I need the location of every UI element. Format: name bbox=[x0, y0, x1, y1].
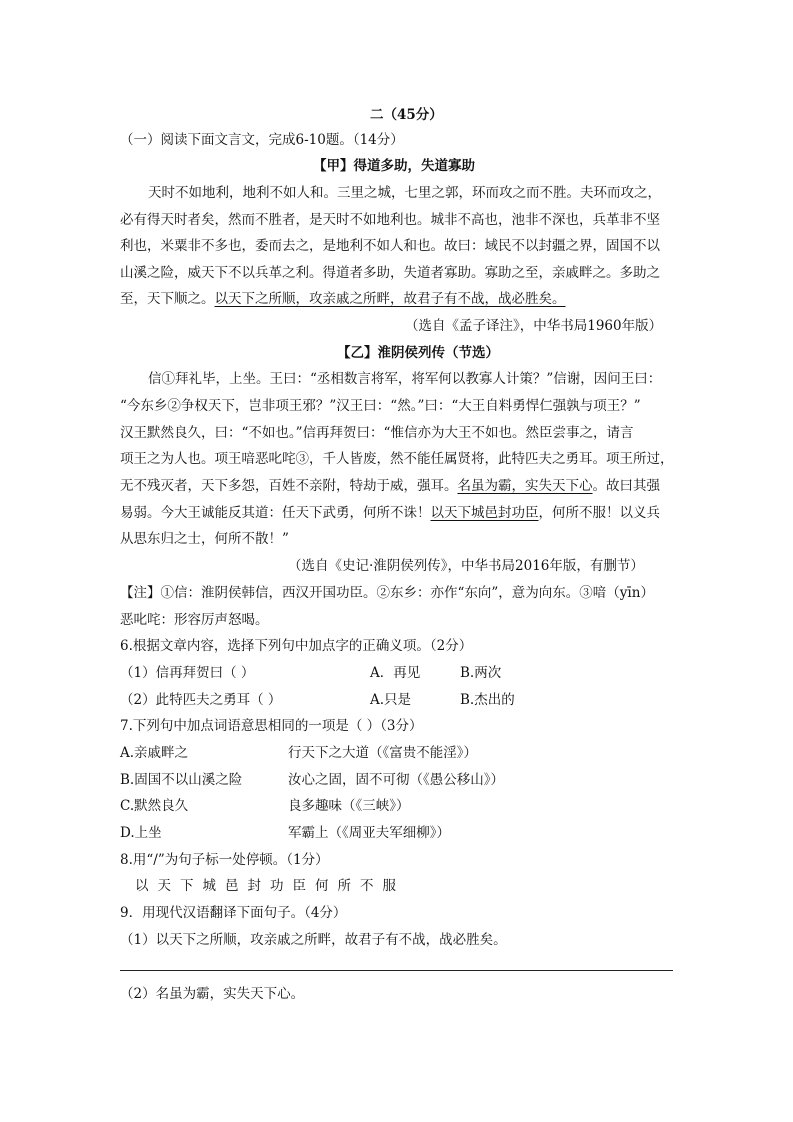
yi-line-7: 从思东归之士，何所不散！” bbox=[120, 531, 289, 547]
q9-stem: 9．用现代汉语翻译下面句子。（4分） bbox=[120, 905, 347, 921]
jia-line-2: 必有得天时者矣，然而不胜者，是天时不如地利也。城非不高也，池非不深也，兵革非不坚 bbox=[120, 212, 660, 228]
jia-source: （选自《孟子译注》，中华书局1960年版） bbox=[405, 318, 663, 334]
q7-stem: 7.下列句中加点词语意思相同的一项是（ ）（3分） bbox=[120, 718, 423, 734]
jia-line-4: 山溪之险，威天下不以兵革之利。得道者多助，失道者寡助。寡助之至，亲戚畔之。多助之 bbox=[120, 265, 660, 281]
note-line-2: 恶叱咤：形容厉声怒喝。 bbox=[120, 612, 269, 628]
q6-item-2: （2）此特匹夫之勇耳（ ） bbox=[120, 692, 282, 708]
q7-option-a-left: A.亲戚畔之 bbox=[120, 745, 189, 761]
jia-underlined-sentence: 以天下之所顺，攻亲戚之所畔，故君子有不战，战必胜矣。 bbox=[214, 291, 566, 307]
q7-option-a-right: 行天下之大道（《富贵不能淫》） bbox=[288, 745, 477, 761]
q9-sentence-2: （2）名虽为霸，实失天下心。 bbox=[120, 986, 305, 1002]
q9-sentence-1: （1）以天下之所顺，攻亲戚之所畔，故君子有不战，战必胜矣。 bbox=[120, 932, 507, 948]
q6-stem: 6.根据文章内容，选择下列句中加点字的正确义项。（2分） bbox=[120, 638, 473, 654]
yi-underlined-phrase-1: 名虽为霸，实失天下心 bbox=[457, 478, 593, 494]
yi-line-5-b: 。故曰其强 bbox=[592, 478, 660, 494]
yi-line-2: “今东乡②争权天下，岂非项王邪？”汉王曰：“然。”曰：“大王自料勇悍仁强孰与项王？” bbox=[120, 398, 641, 414]
q8-stem: 8.用“/”为句子标一处停顿。（1分） bbox=[120, 852, 329, 868]
q8-sentence: 以天下城邑封功臣何所不服 bbox=[135, 878, 405, 894]
q7-option-c-right: 良多趣味（《三峡》） bbox=[288, 798, 410, 814]
jia-line-1: 天时不如地利，地利不如人和。三里之城，七里之郭，环而攻之而不胜。夫环而攻之， bbox=[148, 185, 661, 201]
section-title: 二（45分） bbox=[370, 107, 443, 123]
jia-line-5 bbox=[120, 290, 566, 308]
yi-title: 【乙】淮阴侯列传（节选） bbox=[337, 345, 499, 361]
yi-line-6-b: ，何所不服！以义兵 bbox=[538, 505, 660, 521]
q6-item-1: （1）信再拜贺曰（ ） bbox=[120, 665, 255, 681]
yi-line-5-a: 无不残灭者，天下多怨，百姓不亲附，特劫于威，强耳。 bbox=[120, 478, 458, 494]
yi-underlined-phrase-2: 以天下城邑封功臣 bbox=[430, 505, 539, 521]
jia-title: 【甲】得道多助，失道寡助 bbox=[313, 158, 475, 174]
jia-line-5-plain: 至，天下顺之。 bbox=[120, 291, 215, 307]
q7-option-d-left: D.上坐 bbox=[120, 825, 162, 841]
yi-line-6 bbox=[120, 504, 660, 522]
q6-item-2-option-a: A.只是 bbox=[370, 692, 412, 708]
note-line-1: 【注】①信：淮阴侯韩信，西汉开国功臣。②东乡：亦作“东向”，意为向东。③喑（yīn） bbox=[120, 585, 654, 601]
jia-line-3: 利也，米粟非不多也，委而去之，是地利不如人和也。故曰：域民不以封疆之界，固国不以 bbox=[120, 238, 660, 254]
yi-line-5 bbox=[120, 477, 660, 495]
q6-item-1-option-b: B.两次 bbox=[460, 665, 502, 681]
yi-source: （选自《史记·淮阴侯列传》，中华书局2016年版，有删节） bbox=[288, 558, 644, 574]
part1-intro: （一）阅读下面文言文，完成6-10题。（14分） bbox=[120, 132, 404, 148]
yi-line-6-a: 易弱。今大王诚能反其道：任天下武勇，何所不诛！ bbox=[120, 505, 431, 521]
yi-line-4: 项王之为人也。项王喑恶叱咤③，千人皆废，然不能任属贤将，此特匹夫之勇耳。项王所过， bbox=[120, 451, 674, 467]
yi-line-1: 信①拜礼毕，上坐。王曰：“丞相数言将军，将军何以教寡人计策？”信谢，因问王曰： bbox=[148, 371, 662, 387]
q7-option-b-left: B.固国不以山溪之险 bbox=[120, 772, 243, 788]
q6-item-1-option-a: A．再见 bbox=[370, 665, 421, 681]
q6-item-2-option-b: B.杰出的 bbox=[460, 692, 515, 708]
answer-line bbox=[120, 970, 673, 971]
q7-option-c-left: C.默然良久 bbox=[120, 798, 189, 814]
q7-option-d-right: 军霸上（《周亚夫军细柳》） bbox=[288, 825, 450, 841]
q7-option-b-right: 汝心之固，固不可彻（《愚公移山》） bbox=[288, 772, 504, 788]
yi-line-3: 汉王默然良久，曰：“不如也。”信再拜贺曰：“惟信亦为大王不如也。然臣尝事之，请言 bbox=[120, 425, 634, 441]
